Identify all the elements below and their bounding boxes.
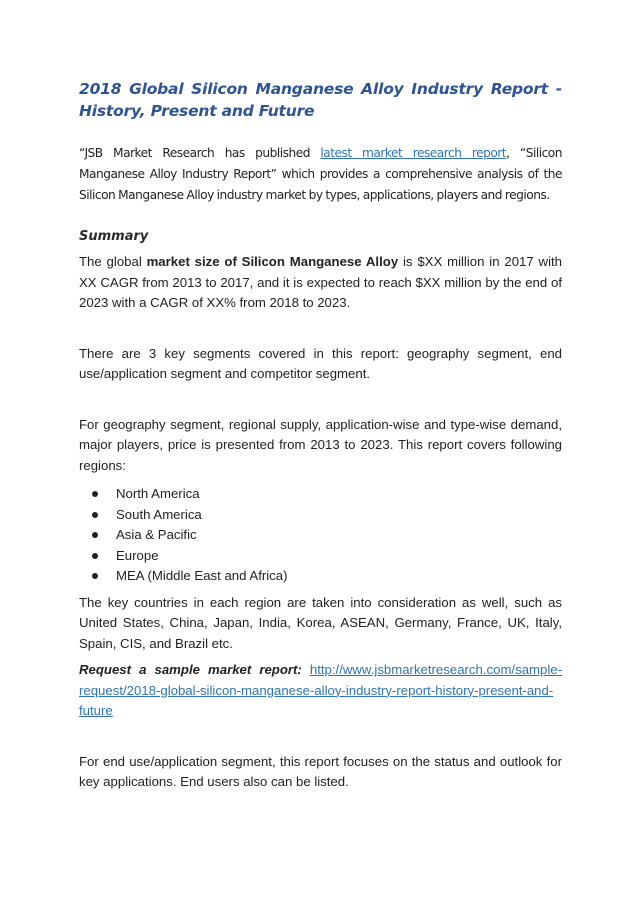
list-item [79, 546, 562, 567]
list-item [79, 525, 562, 546]
sample-request-paragraph [79, 660, 562, 722]
sample-request-label: Request a sample market report: [79, 662, 302, 677]
market-size-paragraph [79, 252, 562, 314]
market-size-text-end: is $XX million in 2017 with XX CAGR from 2013 to 2017, and it is expected to reach $XX million by the end of 2023 with a CAGR of XX% from 2018 to 2023. [79, 254, 562, 310]
end-use-paragraph: For end use/application segment, this report focuses on the status and outlook for key applications. End users also can be listed. [79, 753, 562, 789]
list-item [79, 505, 562, 526]
bullet-icon [92, 573, 98, 579]
market-size-bold-text: market size of Silicon Manganese Alloy [146, 254, 399, 269]
intro-paragraph [79, 143, 562, 206]
bullet-icon [92, 532, 98, 538]
bullet-icon [92, 512, 98, 518]
bullet-icon [92, 553, 98, 559]
key-countries-paragraph: The key countries in each region are taken into consideration as well, such as United States, China, Japan, India, Korea, ASEAN, Germany, France, UK, Italy, Spain, CIS, and Brazil etc. [79, 594, 562, 651]
region-label: Europe [116, 547, 159, 563]
intro-text-end: , “Silicon Manganese Alloy Industry Report” which provides a comprehensive analysis of the Silicon Manganese Alloy industry market by types, applications, players and regions. [79, 146, 562, 202]
report-title: 2018 Global Silicon Manganese Alloy Industry Report - History, Present and Future [79, 80, 562, 120]
geography-paragraph: For geography segment, regional supply, application-wise and type-wise demand, major players, price is presented from 2013 to 2023. This report covers following regions: [79, 416, 562, 473]
document-page [79, 78, 562, 823]
regions-list [79, 484, 562, 587]
region-label: Asia & Pacific [116, 527, 197, 542]
list-item [79, 566, 562, 587]
bullet-icon [92, 491, 98, 497]
region-label: South America [116, 506, 202, 522]
sample-request-link[interactable]: http://www.jsbmarketresearch.com/sample-request/2018-global-silicon-manganese-alloy-industry-report-history-present-and-future [79, 662, 562, 718]
list-item [79, 484, 562, 505]
market-size-text-start: The global [79, 254, 147, 269]
summary-heading: Summary [79, 229, 149, 244]
segments-paragraph: There are 3 key segments covered in this report: geography segment, end use/application segment and competitor segment. [79, 345, 562, 381]
market-research-report-link[interactable]: latest market research report [320, 146, 507, 160]
intro-text-start: “JSB Market Research has published [79, 146, 321, 160]
region-label: North America [116, 486, 200, 501]
region-label: MEA (Middle East and Africa) [116, 568, 288, 583]
